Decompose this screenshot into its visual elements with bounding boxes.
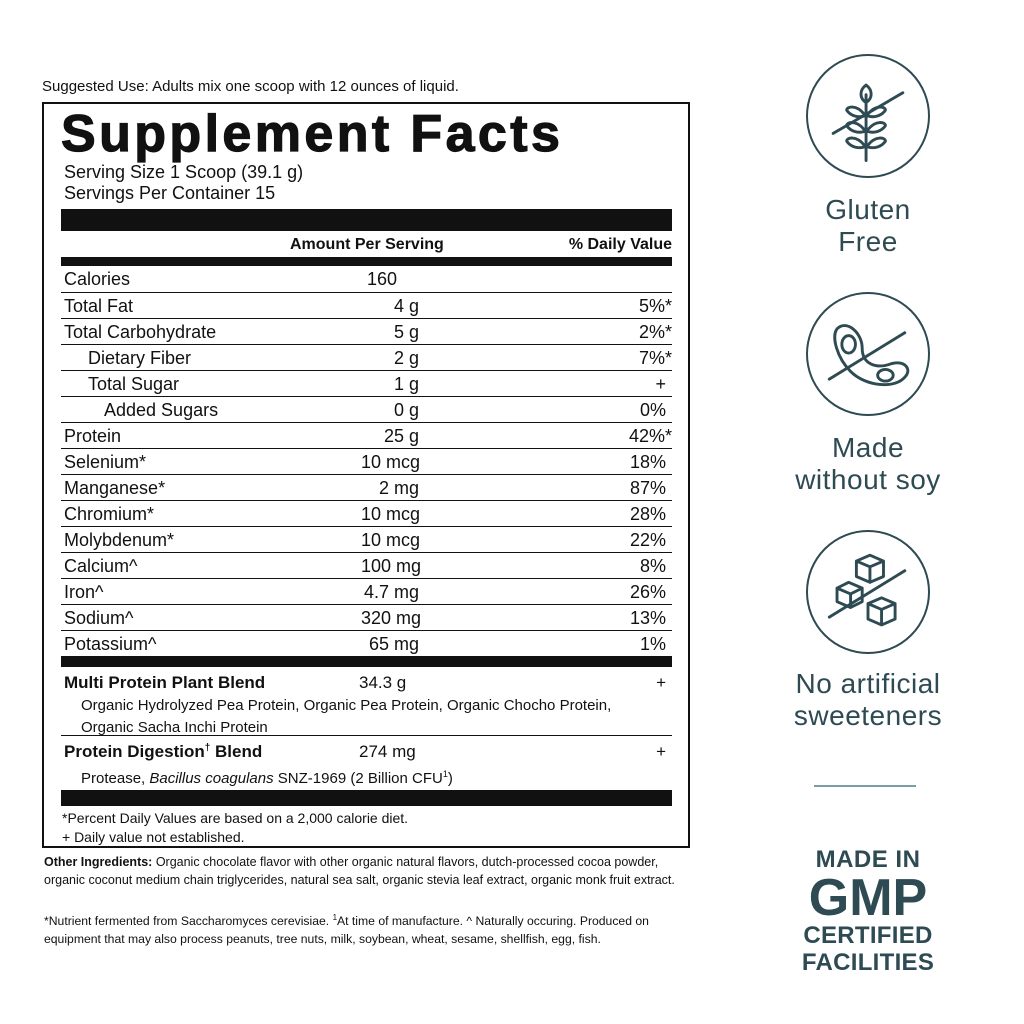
nutrient-row	[61, 500, 672, 526]
nutrient-amount: 100 mg	[361, 556, 422, 576]
nutrient-rows	[61, 266, 672, 656]
nutrient-amount: 160	[367, 269, 398, 289]
nutrient-amount: 65 mg	[368, 634, 419, 654]
badge-label-sweeteners: No artificial sweeteners	[793, 668, 943, 731]
soybean-crossed-icon	[806, 292, 930, 416]
nutrient-amount: 4.7 mg	[363, 582, 419, 602]
badge-label-soy: Made without soy	[795, 432, 941, 495]
header-daily-value: % Daily Value	[568, 236, 672, 253]
nutrient-row	[61, 370, 672, 396]
nutrient-amount: 2 mg	[378, 478, 419, 498]
wheat-crossed-icon	[806, 54, 930, 178]
nutrient-dv: +	[655, 374, 666, 394]
nutrient-row	[61, 292, 672, 318]
medium-divider	[61, 257, 672, 266]
footnote-plus: + Daily value not established.	[62, 829, 245, 845]
nutrient-row	[61, 396, 672, 422]
nutrient-dv: 22%	[629, 530, 666, 550]
nutrient-dv: 42%*	[628, 426, 672, 446]
blend-desc-line: Organic Sacha Inchi Protein	[81, 719, 268, 736]
nutrient-amount: 1 g	[393, 374, 419, 394]
nutrient-name: Dietary Fiber	[88, 348, 192, 368]
nutrient-amount: 25 g	[383, 426, 419, 446]
blend-name: Protein Digestion† Blend	[64, 742, 263, 761]
nutrient-row	[61, 604, 672, 630]
nutrient-row	[61, 578, 672, 604]
nutrient-row	[61, 448, 672, 474]
footnote-dv: *Percent Daily Values are based on a 2,000 calorie diet.	[62, 810, 409, 826]
nutrient-row	[61, 266, 672, 292]
nutrient-name: Selenium*	[64, 452, 147, 472]
nutrient-dv: 0%	[639, 400, 666, 420]
gmp-line2: GMP	[808, 869, 928, 927]
nutrient-amount: 2 g	[393, 348, 419, 368]
nutrient-name: Iron^	[64, 582, 104, 602]
blend-amount: 34.3 g	[359, 673, 407, 692]
nutrient-dv: 2%*	[638, 322, 672, 342]
nutrient-name: Total Carbohydrate	[64, 322, 217, 342]
nutrient-amount: 4 g	[393, 296, 419, 316]
nutrient-amount: 10 mcg	[361, 452, 421, 472]
multi-protein-blend	[61, 667, 672, 736]
nutrient-row	[61, 422, 672, 448]
thick-divider	[61, 209, 672, 231]
nutrient-name: Protein	[64, 426, 122, 446]
nutrient-dv: 28%	[629, 504, 666, 524]
medium-divider	[61, 656, 672, 667]
suggested-use: Suggested Use: Adults mix one scoop with 12 ounces of liquid.	[42, 78, 459, 95]
header-amount: Amount Per Serving	[290, 236, 444, 253]
nutrient-name: Calcium^	[64, 556, 138, 576]
blend-dv: +	[656, 673, 666, 692]
blend-description: Protease, Bacillus coagulans SNZ-1969 (2 Billion CFU$^1$)	[81, 769, 453, 787]
sugar-cubes-crossed-icon	[806, 530, 930, 654]
nutrient-row	[61, 474, 672, 500]
badge-label-gluten: Gluten Free	[825, 194, 911, 257]
nutrient-name: Potassium^	[64, 634, 157, 654]
blend-dv: +	[656, 742, 666, 761]
nutrient-notes: *Nutrient fermented from Saccharomyces cerevisiae. $^1$At time of manufacture. ^ Naturally occuring. Produced on equipment that may also process peanuts, tree nuts, milk, soybean, wheat, sesame, shellfish, egg, fish.	[44, 913, 649, 947]
nutrient-name: Manganese*	[64, 478, 166, 498]
nutrient-name: Chromium*	[64, 504, 155, 524]
nutrient-dv: 5%*	[638, 296, 672, 316]
blend-description	[81, 695, 681, 739]
servings-per-container: Servings Per Container 15	[64, 183, 276, 203]
blend-name: Multi Protein Plant Blend	[64, 673, 266, 692]
nutrient-dv: 7%*	[638, 348, 672, 368]
nutrient-name: Molybdenum*	[64, 530, 175, 550]
nutrient-name: Total Sugar	[88, 374, 180, 394]
serving-size: Serving Size 1 Scoop (39.1 g)	[64, 162, 304, 182]
nutrient-name: Added Sugars	[104, 400, 219, 420]
nutrient-name: Total Fat	[64, 296, 134, 316]
gmp-line1: MADE IN	[815, 846, 921, 873]
footnotes	[61, 809, 672, 847]
nutrient-amount: 10 mcg	[361, 530, 421, 550]
nutrient-row	[61, 526, 672, 552]
nutrient-row	[61, 318, 672, 344]
column-header	[61, 231, 672, 257]
gmp-line3: CERTIFIED FACILITIES	[801, 922, 935, 976]
nutrient-dv: 87%	[629, 478, 666, 498]
nutrient-row	[61, 344, 672, 370]
nutrient-row	[61, 630, 672, 656]
panel-title: Supplement Facts	[61, 105, 564, 163]
nutrient-dv: 26%	[629, 582, 666, 602]
nutrient-amount: 10 mcg	[361, 504, 421, 524]
badge-divider	[814, 785, 916, 787]
thick-divider	[61, 790, 672, 806]
blend-desc-line: Organic Hydrolyzed Pea Protein, Organic Pea Protein, Organic Chocho Protein,	[81, 697, 612, 714]
nutrient-dv: 8%	[639, 556, 666, 576]
supplement-facts-panel	[42, 102, 690, 848]
blend-amount: 274 mg	[359, 742, 416, 761]
nutrient-name: Sodium^	[64, 608, 134, 628]
nutrient-amount: 320 mg	[361, 608, 422, 628]
nutrient-dv: 1%	[639, 634, 666, 654]
nutrient-amount: 5 g	[393, 322, 419, 342]
nutrient-amount: 0 g	[393, 400, 419, 420]
nutrient-dv: 13%	[629, 608, 666, 628]
nutrient-dv: 18%	[629, 452, 666, 472]
protein-digestion-blend	[61, 736, 672, 790]
other-ingredients: Other Ingredients: Organic chocolate flavor with other organic natural flavors, dutch-processed cocoa powder, organic coconut medium chain triglycerides, natural sea salt, organic stevia leaf extract, organic monk fruit extract.	[44, 855, 675, 887]
nutrient-row	[61, 552, 672, 578]
nutrient-name: Calories	[64, 269, 131, 289]
